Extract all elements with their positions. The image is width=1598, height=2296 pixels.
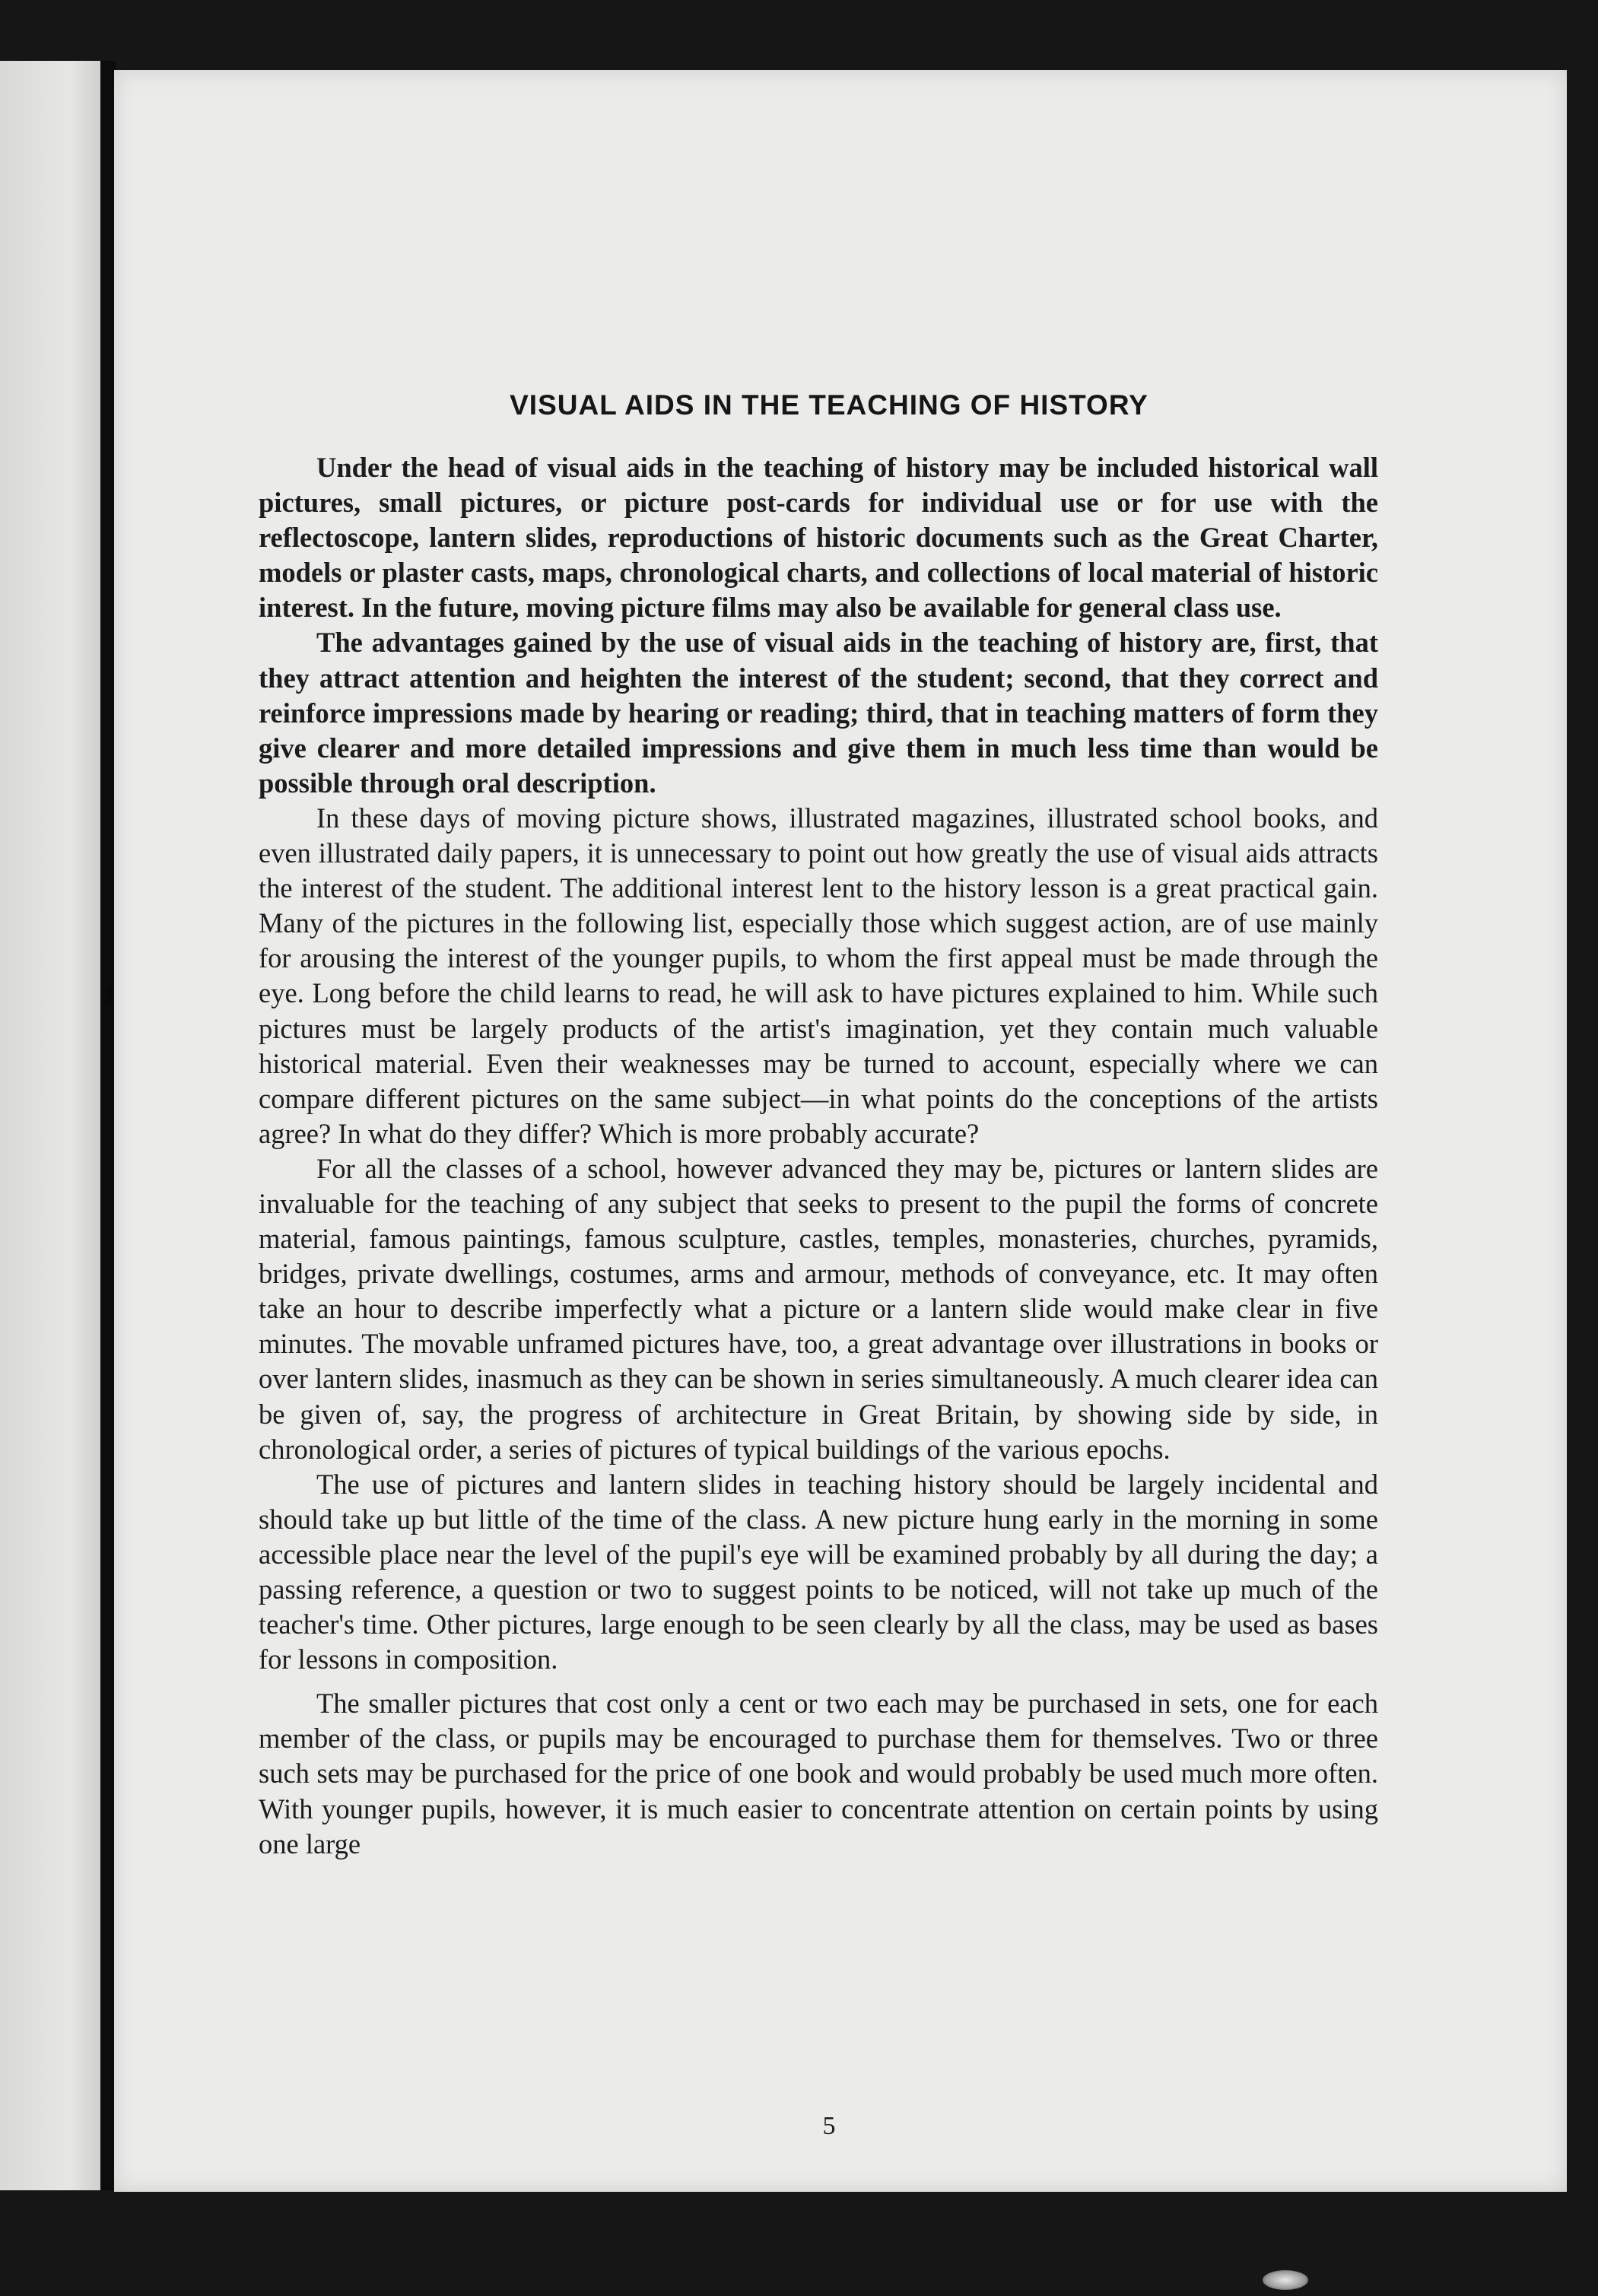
paragraph-1: Under the head of visual aids in the teaching of history may be included historical wall pictures, small pictures, or picture post-cards for individual use or for use with the reflectoscope, lantern slides, reproductions of historic documents such as the Great Charter, models or plaster casts, maps, chronological charts, and collections of local material of historic interest. In the future, moving picture films may also be available for general class use. <box>259 452 1378 624</box>
page-number: 5 <box>822 2112 836 2140</box>
paragraph-6: The smaller pictures that cost only a cent or two each may be purchased in sets, one for each member of the class, or pupils may be encouraged to purchase them for themselves. Two or three such sets may be purchased for the price of one book and would probably be used much more often. With younger pupils, however, it is much easier to concentrate attention on certain points by using one large <box>259 1688 1378 1859</box>
page-title: VISUAL AIDS IN THE TEACHING OF HISTORY <box>510 389 1148 421</box>
paragraph-4: For all the classes of a school, however advanced they may be, pictures or lantern slides are invaluable for the teaching of any subject that seeks to present to the pupil the forms of concrete material, famous paintings, famous sculpture, castles, temples, monasteries, churches, pyramids, bridges, private dwellings, costumes, arms and armour, methods of conveyance, etc. It may often take an hour to describe imperfectly what a picture or a lantern slide would make clear in five minutes. The movable unframed pictures have, too, a great advantage over illustrations in books or over lantern slides, inasmuch as they can be shown in series simultaneously. A much clearer idea can be given of, say, the progress of architecture in Great Britain, by showing side by side, in chronological order, a series of pictures of typical buildings of the various epochs. <box>259 1152 1378 1465</box>
body-text <box>259 450 1378 1862</box>
scanner-artifact <box>1263 2270 1308 2290</box>
paragraph-5: The use of pictures and lantern slides in teaching history should be largely incidental and should take up but little of the time of the class. A new picture hung early in the morning in some accessible place near the level of the pupil's eye will be examined probably by all during the day; a passing reference, a question or two to suggest points to be noticed, will not take up much of the teacher's time. Other pictures, large enough to be seen clearly by all the class, may be used as bases for lessons in composition. <box>259 1468 1378 1675</box>
paragraph-3: In these days of moving picture shows, illustrated magazines, illustrated school books, and even illustrated daily papers, it is unnecessary to point out how greatly the use of visual aids attracts the interest of the student. The additional interest lent to the history lesson is a great practical gain. Many of the pictures in the following list, especially those which suggest action, are of use mainly for arousing the interest of the younger pupils, to whom the first appeal must be made through the eye. Long before the child learns to read, he will ask to have pictures explained to him. While such pictures must be largely products of the artist's imagination, yet they contain much valuable historical material. Even their weaknesses may be turned to account, especially where we can compare different pictures on the same subject—in what points do the conceptions of the artists agree? In what do they differ? Which is more probably accurate? <box>259 802 1378 1149</box>
paragraph-2: The advantages gained by the use of visual aids in the teaching of history are, first, that they attract attention and heighten the interest of the student; second, that they correct and reinforce impressions made by hearing or reading; third, that in teaching matters of form they give clearer and more detailed impressions and give them in much less time than would be possible through oral description. <box>259 627 1378 799</box>
book-spine <box>100 61 116 2190</box>
document-page <box>114 70 1567 2192</box>
facing-page-edge <box>0 61 100 2190</box>
